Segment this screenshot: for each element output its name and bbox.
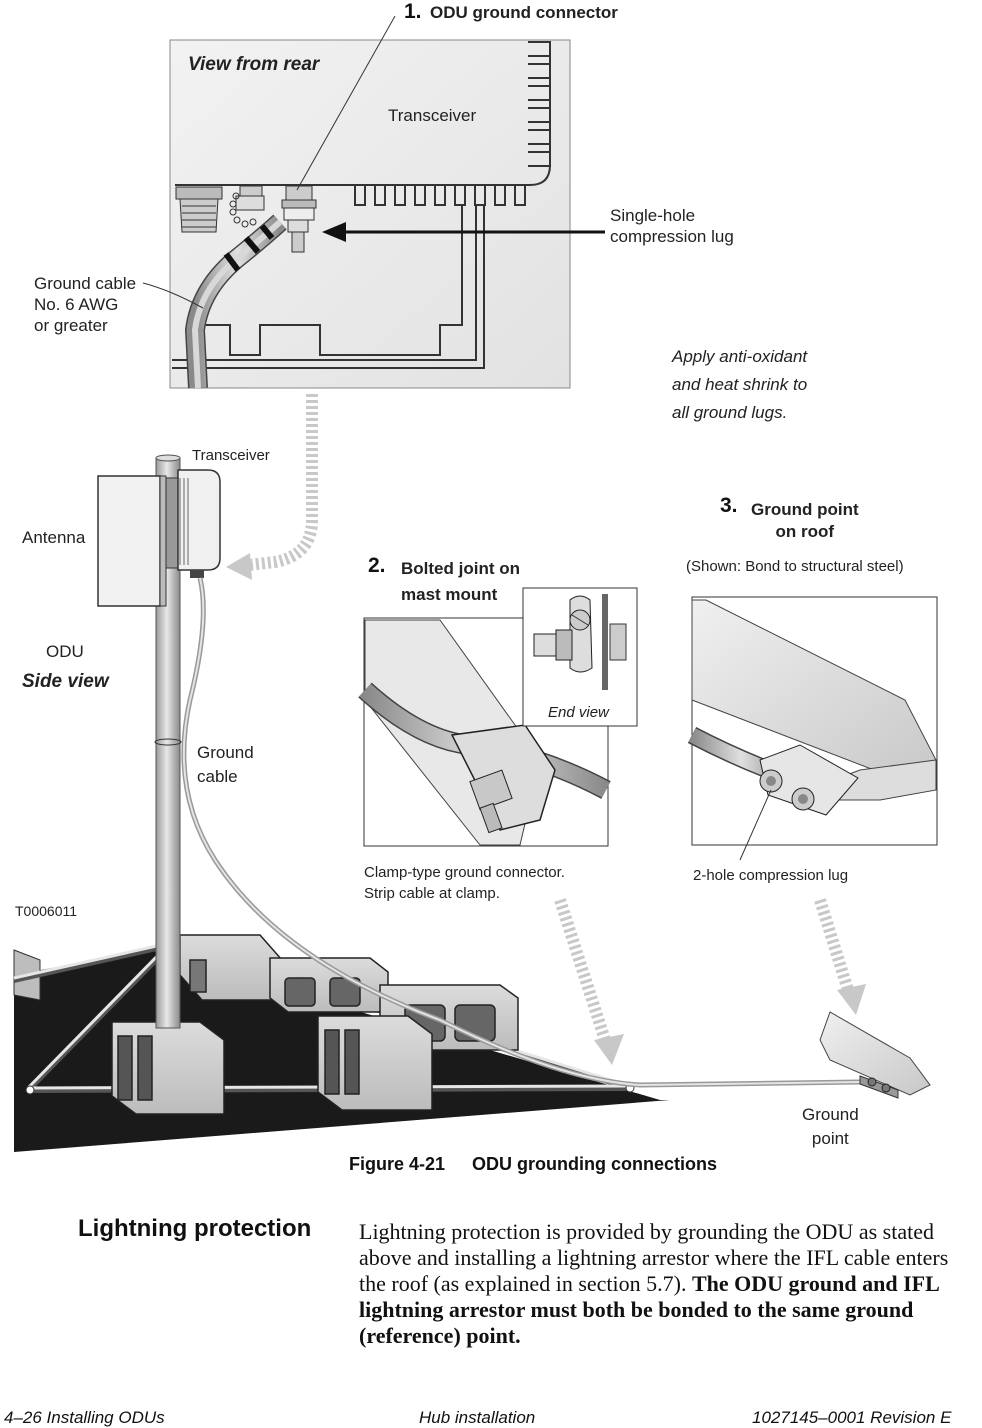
callout-3-line-1: Ground point [751,500,859,519]
ground-cable-line-2: No. 6 AWG [34,295,119,314]
callout-2 [368,554,386,578]
bond-steel-note: (Shown: Bond to structural steel) [686,558,904,575]
ground-point-label [802,1103,859,1151]
two-hole-lug-label: 2-hole compression lug [693,867,849,884]
ground-point-line-1: Ground [802,1105,859,1124]
callout-1-label: ODU ground connector [429,3,618,22]
ground-point-line-2: point [811,1129,849,1148]
section-heading: Lightning protection [78,1215,312,1242]
single-hole-lug-label [610,205,734,247]
roof-platform [14,935,670,1152]
section-body-plain: Lightning protection is provided by grounding the ODU as stated above and installing a lightning arrestor where the IFL cable enters the roof (as explained in section 5.7). [359,1219,949,1296]
figure-caption-title: ODU grounding connections [472,1154,718,1174]
callout-2-label [401,556,520,608]
clamp-line-1: Clamp-type ground connector. [364,864,565,881]
transceiver-rear-label: Transceiver [388,106,477,125]
anti-ox-line-2: and heat shrink to [672,375,808,394]
view-from-rear-label: View from rear [188,54,320,75]
callout-3-number: 3. [720,494,738,517]
detail-structural-steel [692,597,937,860]
callout-2-line-2: mast mount [401,585,498,604]
callout-1-number: 1. [404,0,422,23]
callout-1 [404,0,618,24]
ground-cable-line-1: Ground cable [34,274,137,293]
anti-oxidant-note [672,343,807,427]
footer-center: Hub installation [419,1408,536,1427]
ground-cable-side-line-1: Ground [197,743,254,762]
side-view-label: Side view [22,671,109,692]
callout-3-label [751,499,859,543]
footer-left: 4–26 Installing ODUs [4,1408,165,1427]
figure-caption [349,1154,717,1175]
end-view-label: End view [548,704,609,721]
roof-ground-point [820,1012,930,1098]
figure-caption-number: Figure 4-21 [349,1154,446,1174]
single-hole-line-1: Single-hole [610,206,696,225]
ground-cable-spec-label [34,273,136,336]
anti-ox-line-1: Apply anti-oxidant [672,347,808,366]
ground-cable-side-label [197,741,254,789]
ground-cable-line-3: or greater [34,316,108,335]
antenna-label: Antenna [22,528,86,547]
callout-3 [720,494,738,518]
section-body [359,1219,964,1349]
clamp-line-2: Strip cable at clamp. [364,885,500,902]
transceiver-side-label: Transceiver [192,447,270,464]
ground-cable-side-line-2: cable [197,767,238,786]
footer-right: 1027145–0001 Revision E [752,1408,952,1427]
anti-ox-line-3: all ground lugs. [672,403,788,422]
clamp-note [364,862,565,904]
single-hole-line-2: compression lug [610,227,734,246]
figure-id: T0006011 [15,903,78,919]
callout-2-line-1: Bolted joint on [401,559,520,578]
section-body-bold: The ODU ground and IFL lightning arrestor must both be bonded to the same ground (reference) point. [359,1271,939,1348]
odu-label: ODU [46,642,84,661]
callout-3-line-2: on roof [775,522,835,541]
callout-2-number: 2. [368,554,386,577]
